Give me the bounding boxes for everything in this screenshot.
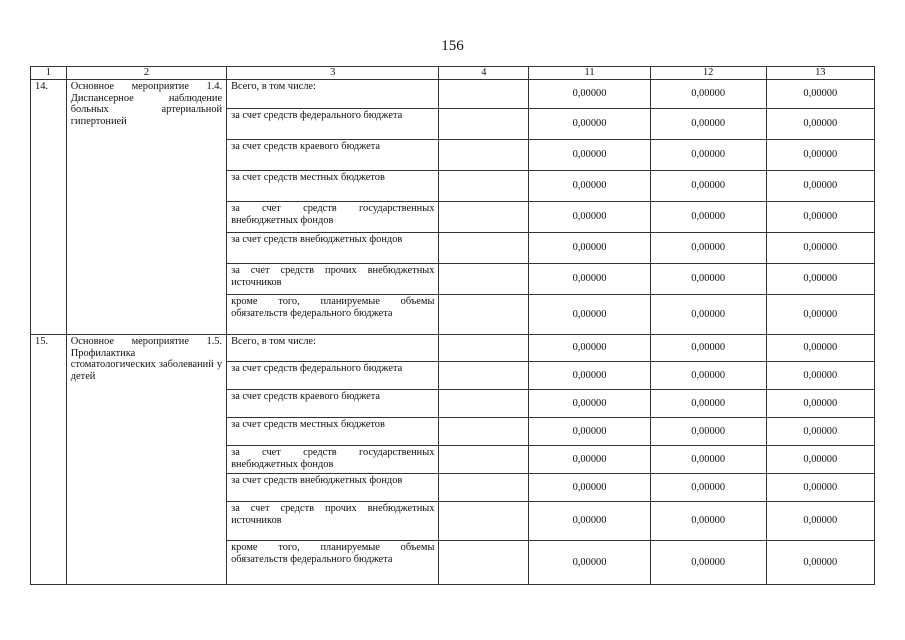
column-header-4: 4: [439, 67, 529, 80]
column-4-cell: [439, 295, 529, 335]
table-body: [31, 80, 875, 585]
funding-source: за счет средств государственных внебюджетных фондов: [227, 202, 439, 233]
value-c11: 0,00000: [529, 80, 650, 109]
value-c12: 0,00000: [650, 140, 766, 171]
funding-source: за счет средств федерального бюджета: [227, 362, 439, 390]
value-c13: 0,00000: [766, 295, 874, 335]
column-header-11: 11: [529, 67, 650, 80]
funding-source: за счет средств внебюджетных фондов: [227, 474, 439, 502]
funding-source: за счет средств внебюджетных фондов: [227, 233, 439, 264]
value-c11: 0,00000: [529, 362, 650, 390]
funding-source: Всего, в том числе:: [227, 335, 439, 362]
column-4-cell: [439, 446, 529, 474]
funding-source: за счет средств краевого бюджета: [227, 140, 439, 171]
table-row: [31, 80, 875, 109]
value-c13: 0,00000: [766, 541, 874, 585]
header-row: [31, 67, 875, 80]
value-c11: 0,00000: [529, 502, 650, 541]
funding-source: за счет средств федерального бюджета: [227, 109, 439, 140]
column-4-cell: [439, 390, 529, 418]
funding-source: за счет средств местных бюджетов: [227, 171, 439, 202]
value-c12: 0,00000: [650, 390, 766, 418]
budget-table: [30, 66, 875, 585]
value-c13: 0,00000: [766, 140, 874, 171]
column-header-3: 3: [227, 67, 439, 80]
column-4-cell: [439, 202, 529, 233]
value-c11: 0,00000: [529, 474, 650, 502]
value-c12: 0,00000: [650, 80, 766, 109]
value-c11: 0,00000: [529, 264, 650, 295]
column-4-cell: [439, 264, 529, 295]
column-4-cell: [439, 140, 529, 171]
value-c11: 0,00000: [529, 446, 650, 474]
value-c13: 0,00000: [766, 390, 874, 418]
column-4-cell: [439, 171, 529, 202]
value-c11: 0,00000: [529, 140, 650, 171]
column-4-cell: [439, 502, 529, 541]
column-4-cell: [439, 109, 529, 140]
value-c11: 0,00000: [529, 418, 650, 446]
activity-name: Основное мероприятие 1.5. Профилактика стоматологических заболеваний у детей: [66, 335, 226, 585]
column-4-cell: [439, 335, 529, 362]
funding-source: Всего, в том числе:: [227, 80, 439, 109]
column-4-cell: [439, 474, 529, 502]
value-c13: 0,00000: [766, 474, 874, 502]
value-c11: 0,00000: [529, 295, 650, 335]
value-c13: 0,00000: [766, 446, 874, 474]
value-c13: 0,00000: [766, 418, 874, 446]
page-number: 156: [441, 38, 464, 54]
funding-source: за счет средств краевого бюджета: [227, 390, 439, 418]
value-c12: 0,00000: [650, 474, 766, 502]
value-c13: 0,00000: [766, 362, 874, 390]
value-c13: 0,00000: [766, 109, 874, 140]
table-header: [31, 67, 875, 80]
funding-source: за счет средств прочих внебюджетных источников: [227, 502, 439, 541]
value-c12: 0,00000: [650, 295, 766, 335]
value-c12: 0,00000: [650, 446, 766, 474]
funding-source: кроме того, планируемые объемы обязательств федерального бюджета: [227, 295, 439, 335]
item-number: 15.: [31, 335, 67, 585]
column-4-cell: [439, 80, 529, 109]
activity-name: Основное мероприятие 1.4. Диспансерное наблюдение больных артериальной гипертонией: [66, 80, 226, 335]
funding-source: за счет средств прочих внебюджетных источников: [227, 264, 439, 295]
column-header-13: 13: [766, 67, 874, 80]
value-c11: 0,00000: [529, 171, 650, 202]
column-header-2: 2: [66, 67, 226, 80]
value-c12: 0,00000: [650, 171, 766, 202]
value-c12: 0,00000: [650, 202, 766, 233]
table-row: [31, 335, 875, 362]
funding-source: кроме того, планируемые объемы обязательств федерального бюджета: [227, 541, 439, 585]
value-c13: 0,00000: [766, 171, 874, 202]
value-c12: 0,00000: [650, 233, 766, 264]
value-c11: 0,00000: [529, 233, 650, 264]
column-4-cell: [439, 418, 529, 446]
funding-source: за счет средств государственных внебюджетных фондов: [227, 446, 439, 474]
value-c13: 0,00000: [766, 502, 874, 541]
column-4-cell: [439, 541, 529, 585]
value-c13: 0,00000: [766, 264, 874, 295]
value-c12: 0,00000: [650, 362, 766, 390]
value-c11: 0,00000: [529, 541, 650, 585]
value-c13: 0,00000: [766, 80, 874, 109]
column-4-cell: [439, 362, 529, 390]
value-c12: 0,00000: [650, 418, 766, 446]
value-c11: 0,00000: [529, 390, 650, 418]
funding-source: за счет средств местных бюджетов: [227, 418, 439, 446]
value-c12: 0,00000: [650, 264, 766, 295]
column-header-12: 12: [650, 67, 766, 80]
value-c13: 0,00000: [766, 202, 874, 233]
value-c12: 0,00000: [650, 502, 766, 541]
value-c13: 0,00000: [766, 335, 874, 362]
value-c12: 0,00000: [650, 335, 766, 362]
value-c11: 0,00000: [529, 109, 650, 140]
value-c11: 0,00000: [529, 335, 650, 362]
column-header-1: 1: [31, 67, 67, 80]
value-c13: 0,00000: [766, 233, 874, 264]
column-4-cell: [439, 233, 529, 264]
value-c12: 0,00000: [650, 109, 766, 140]
value-c12: 0,00000: [650, 541, 766, 585]
item-number: 14.: [31, 80, 67, 335]
value-c11: 0,00000: [529, 202, 650, 233]
